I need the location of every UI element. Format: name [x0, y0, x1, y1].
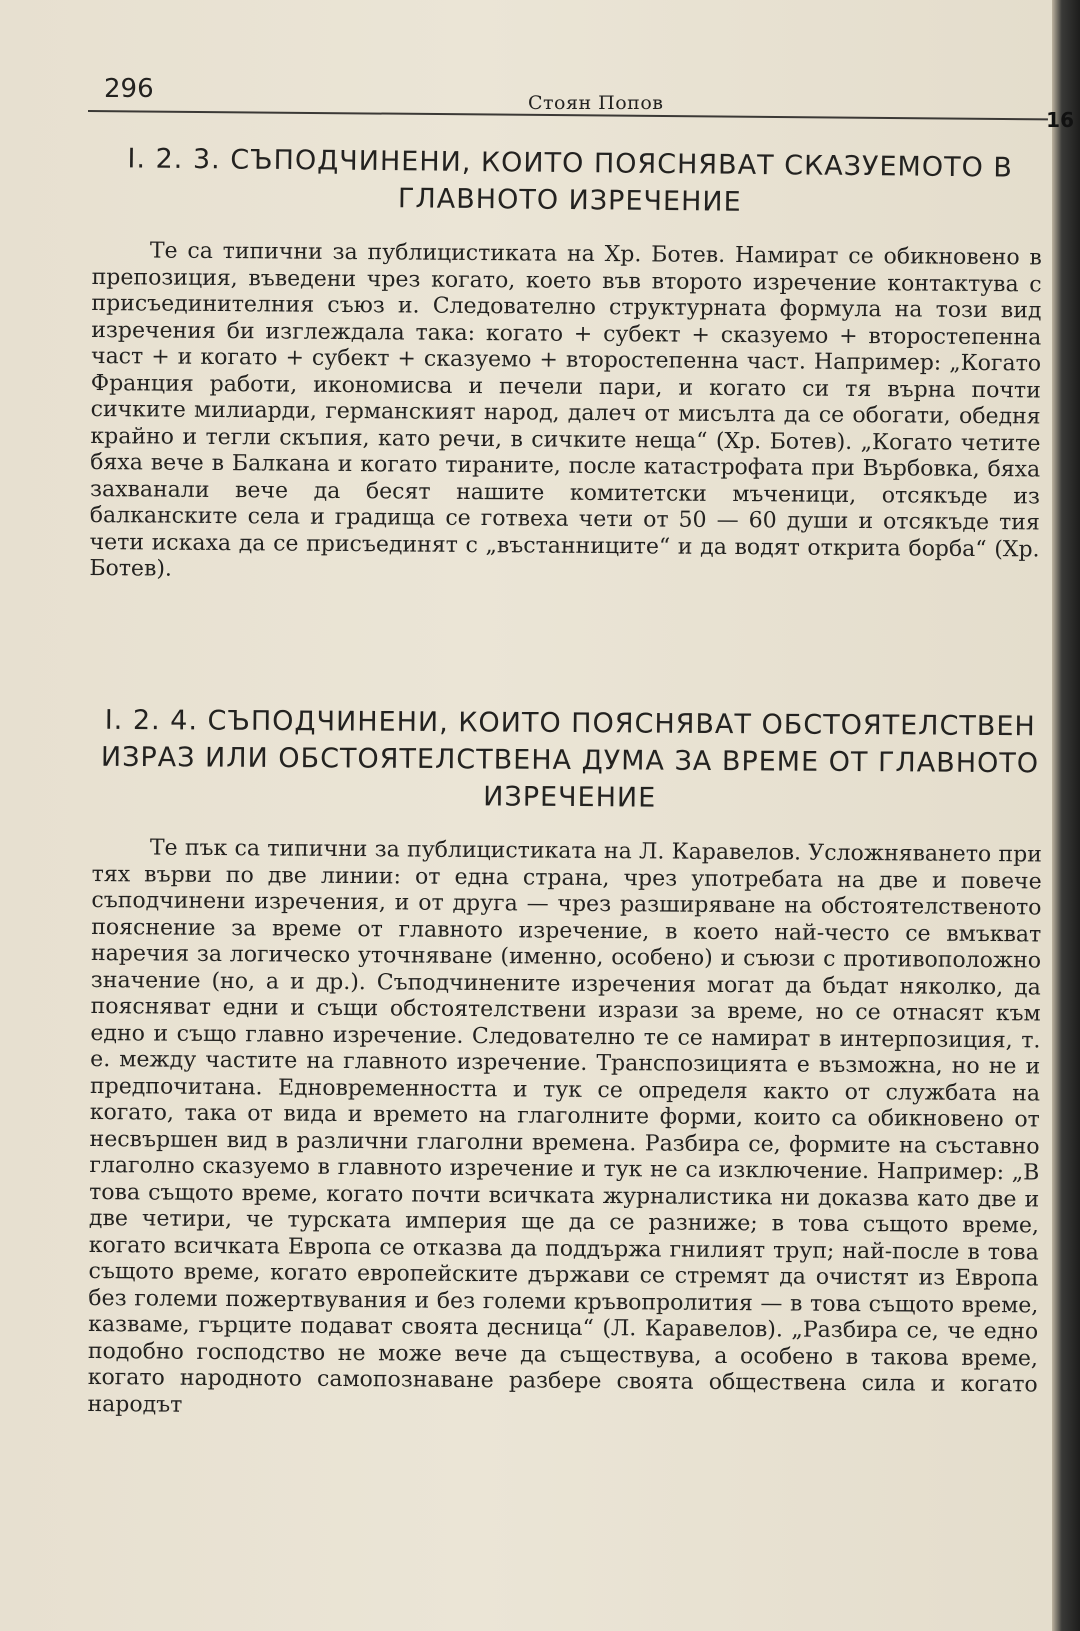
section-heading-1-2-3: I. 2. 3. СЪПОДЧИНЕНИ, КОИТО ПОЯСНЯВАТ СКАЗУЕМОТО В ГЛАВНОТО ИЗРЕЧЕНИЕ — [127, 143, 1014, 218]
section-heading-1-2-4: I. 2. 4. СЪПОДЧИНЕНИ, КОИТО ПОЯСНЯВАТ ОБСТОЯТЕЛСТВЕН ИЗРАЗ ИЛИ ОБСТОЯТЕЛСТВЕНА ДУМА ЗА ВРЕМЕ ОТ ГЛАВНОТО ИЗРЕЧЕНИЕ — [100, 704, 1040, 814]
section-body-1-2-3 — [89, 238, 1042, 590]
page-number: 296 — [104, 74, 154, 104]
section-body-1-2-4 — [87, 835, 1042, 1425]
edge-mark: 16 — [1046, 108, 1074, 132]
running-head-author: Стоян Попов — [528, 92, 664, 114]
binding-edge — [1046, 0, 1080, 1631]
paragraph: Те са типични за публицистиката на Хр. Ботев. Намират се обикновено в препозиция, въведени чрез когато, което във второто изречение контактува с присъединителния съюз и. Следователно структурната формула на този вид изречения би изглеждала така: когато + субект + сказуемо + второстепенна част + и когато + субект + сказуемо + второстепенна част. Например: „Когато Франция работи, икономисва и печели пари, и когато си тя върна почти сичките милиарди, германският народ, далеч от мисълта да се обогати, обедня крайно и тегли скъпия, като речи, в сичките нещa“ (Хр. Ботев). „Когато четите бяха вече в Балкана и когато тираните, после катастрофата при Върбовка, бяха захванали вече да бесят нашите комитетски мъченици, отсякъде из балканските села и градища се готвеха чети от 50 — 60 души и отсякъде тия чети искаха да се присъединят с „въстанниците“ и да водят открита борба“ (Хр. Ботев). — [89, 238, 1042, 582]
paragraph: Те пък са типични за публицистиката на Л. Каравелов. Усложняването при тях върви по две линии: от една страна, чрез употребата на две и повече съподчинени изречения, и от друга — чрез разширяване на обстоятелственото пояснение за време от главното изречение, в което най-често се вмъкват наречия за логическо уточняване (именно, особено) и съюзи с противоположно значение (но, а и др.). Съподчинените изречения могат да бъдат няколко, да поясняват едни и същи обстоятелствени изрази за време, но се отнасят към едно и също главно изречение. Следователно те се намират в интерпозиция, т. е. между частите на главното изречение. Транспозицията е възможна, но не и предпочитана. Едновременността и тук се определя както от службата на когато, така от вида и времето на глаголните форми, които са обикновено от несвършен вид в различни глаголни времена. Разбира се, формите на съставно глаголно сказуемо в главното изречение и тук не са изключение. Например: „В това същото време, когато почти всичката журналистика ни доказва като две и две четири, че турската империя ще да се разниже; в това същото време, когато всичката Европа се отказва да поддържа гнилият труп; най-после в това същото време, когато европейските държави се стремят да очистят из Европа без големи пожертвувания и без големи кръвопролития — в това същото време, казваме, гърците подават своята десница“ (Л. Каравелов). „Разбира се, че едно подобно господство не може вече да съществува, а особено в такова време, когато народното самопознаване разбере своята обществена сила и когато народът — [87, 835, 1042, 1418]
